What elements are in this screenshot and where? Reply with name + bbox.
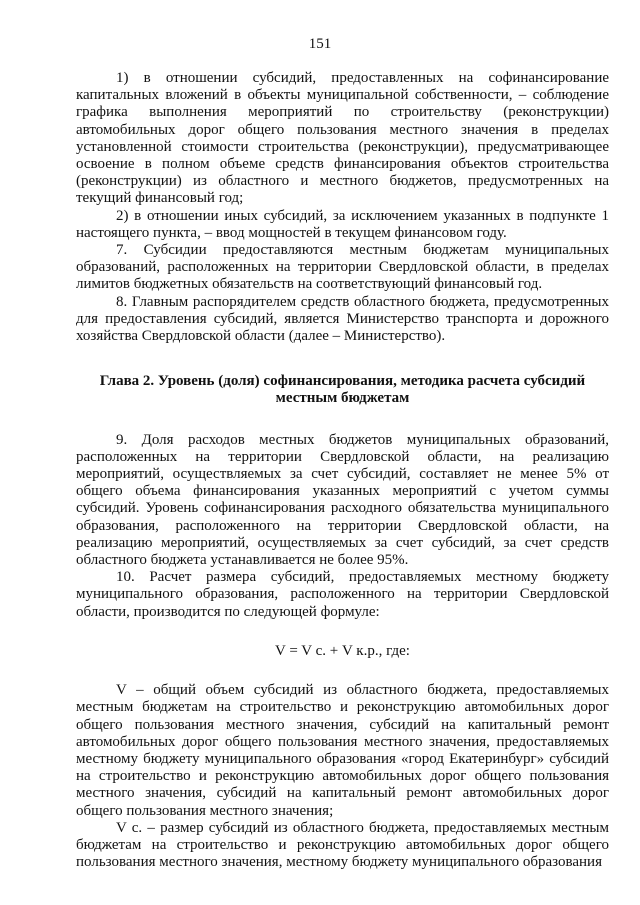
clause-9: 9. Доля расходов местных бюджетов муниципальных образований, расположенных на территории Свердловской области, на реализацию мероприятий, осуществляемых за счет субсидий, составляет не менее 5% от общего объема финансирования указанных мероприятий с учетом суммы субсидий. Уровень софинансирования расходного обязательства муниципального образования, расположенного на территории Свердловской области, на реализацию мероприятий, осуществляемых за счет субсидий, за счет средств областного бюджета устанавливается не более 95%.: [76, 431, 609, 569]
chapter-heading-line-1: Глава 2. Уровень (доля) софинансирования, методика расчета субсидий: [99, 373, 586, 390]
definition-v-s: V с. – размер субсидий из областного бюджета, предоставляемых местным бюджетам на строительство и реконструкцию автомобильных дорог общего пользования местного значения, местному бюджету муниципального образования: [76, 819, 609, 871]
subpoint-2: 2) в отношении иных субсидий, за исключением указанных в подпункте 1 настоящего пункта, – ввод мощностей в текущем финансовом году.: [76, 207, 609, 241]
chapter-heading: [76, 373, 609, 407]
page-number: 151: [308, 36, 332, 52]
chapter-heading-line-2: местным бюджетам: [275, 390, 410, 407]
clause-8: 8. Главным распорядителем средств областного бюджета, предусмотренных для предоставления субсидий, является Министерство транспорта и дорожного хозяйства Свердловской области (далее – Министерство).: [76, 293, 609, 345]
document-body: [76, 70, 609, 871]
clause-10: 10. Расчет размера субсидий, предоставляемых местному бюджету муниципального образования, расположенного на территории Свердловской области, производится по следующей формуле:: [76, 569, 609, 620]
subpoint-1: 1) в отношении субсидий, предоставленных на софинансирование капитальных вложений в объекты муниципальной собственности, – соблюдение графика выполнения мероприятий по строительству (реконструкции) автомобильных дорог общего пользования местного значения в пределах установленной стоимости строительства (реконструкции), предусматривающее освоение в полном объеме средств финансирования объектов строительства (реконструкции) из областного и местного бюджетов, предусмотренных на текущий финансовый год;: [76, 70, 609, 207]
formula: V = V с. + V к.р., где:: [275, 642, 410, 659]
clause-7: 7. Субсидии предоставляются местным бюджетам муниципальных образований, расположенных на территории Свердловской области, в пределах лимитов бюджетных обязательств на соответствующий финансовый год.: [76, 242, 609, 293]
definition-v: V – общий объем субсидий из областного бюджета, предоставляемых местным бюджетам на строительство и реконструкцию автомобильных дорог общего пользования местного значения, субсидий на капитальный ремонт автомобильных дорог общего пользования местного значения, предоставляемых местному бюджету муниципального образования «город Екатеринбург» субсидий на строительство и реконструкцию автомобильных дорог общего пользования местного значения, субсидий на капитальный ремонт автомобильных дорог общего пользования местного значения;: [76, 682, 609, 819]
